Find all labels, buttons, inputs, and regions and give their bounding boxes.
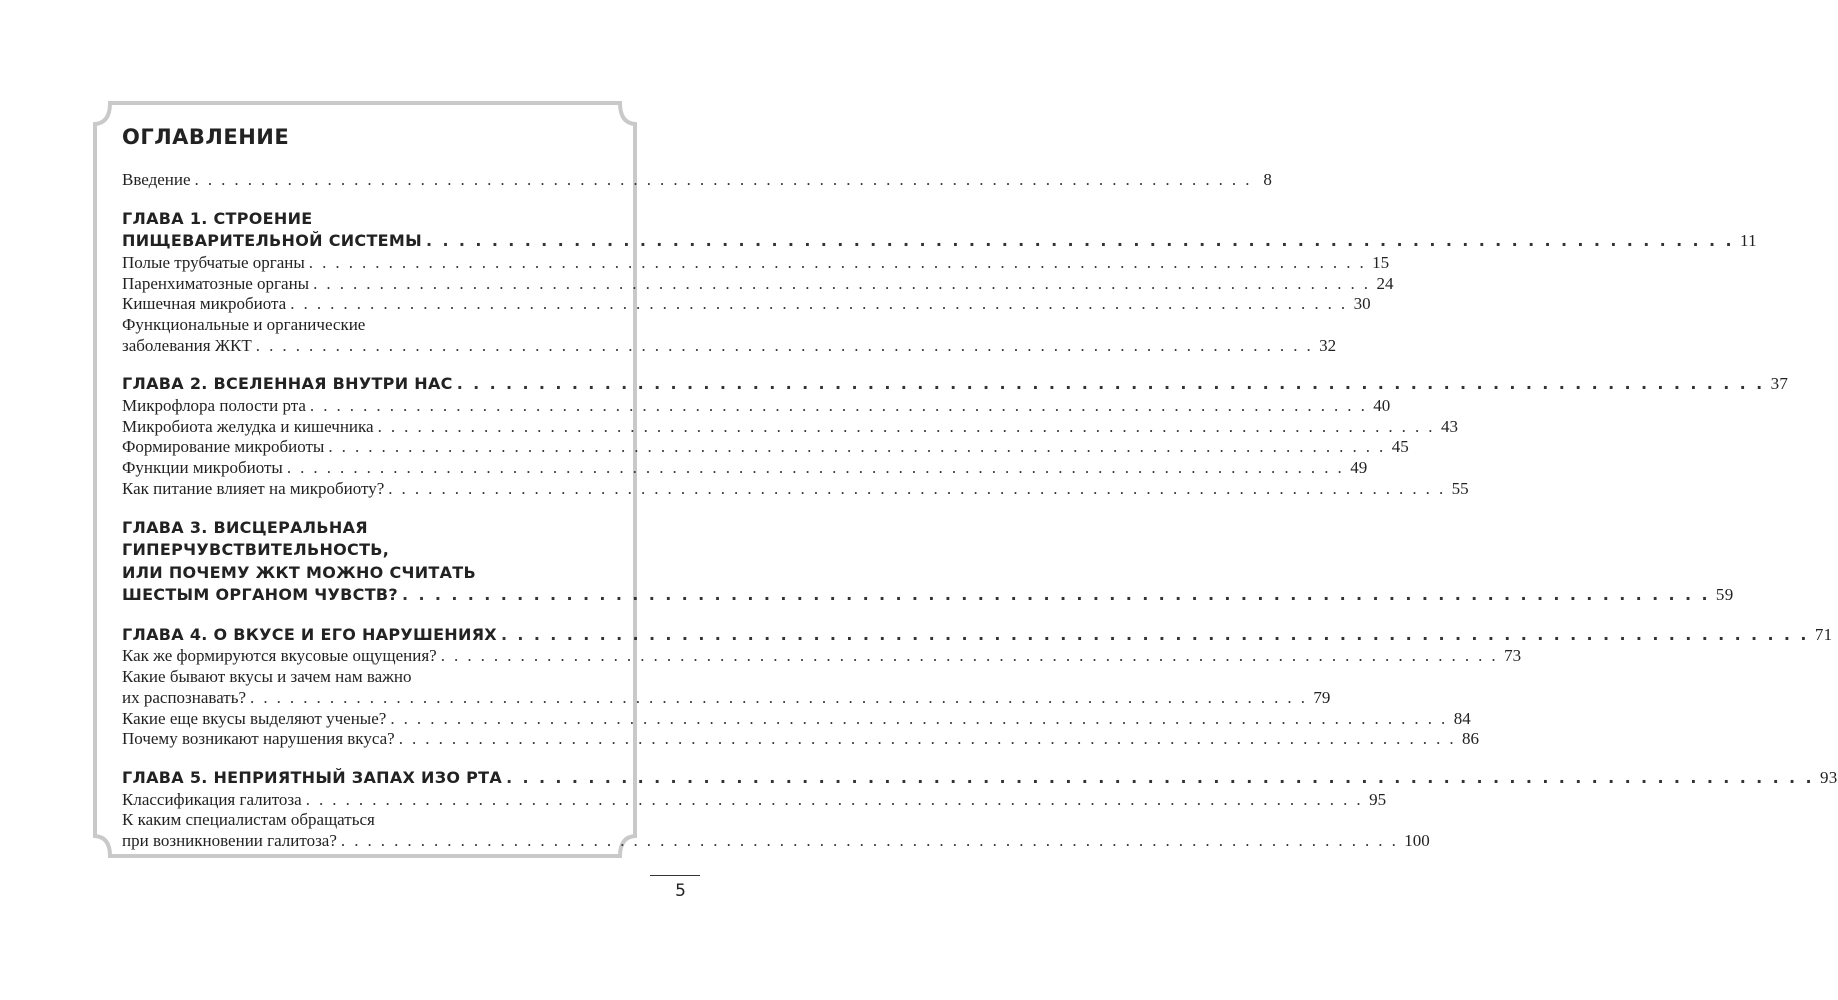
toc-entry-line-1[interactable]: Функциональные и органические <box>122 315 366 334</box>
toc-entry-page: 86 <box>1462 729 1480 749</box>
toc-entry-page: 95 <box>1369 789 1387 809</box>
dot-leader: . . . . . . . . . . . . . . . . . . . . . . . . . . . . . . . . . . . . . . . . . . . . . . . . . . . . . . . . . . . . . . . . . . . . . . . . . . . . . . . . <box>426 231 1734 251</box>
toc-entry-page: 93 <box>1819 768 1838 787</box>
toc-entry-label: Какие еще вкусы выделяют ученые? <box>122 708 387 728</box>
toc-entry-page: 45 <box>1391 437 1409 457</box>
toc-entry[interactable] <box>122 294 1371 315</box>
toc-entry[interactable] <box>122 335 1337 357</box>
chapter-3-heading-line-2[interactable]: ГИПЕРЧУВСТВИТЕЛЬНОСТЬ, <box>122 540 390 560</box>
chapter-5-heading[interactable] <box>122 767 1838 790</box>
toc-entry[interactable] <box>122 273 1394 295</box>
dot-leader: . . . . . . . . . . . . . . . . . . . . . . . . . . . . . . . . . . . . . . . . . . . . . . . . . . . . . . . . . . . . . . . . . . . . . . . . . . . . . . . . <box>194 170 1252 189</box>
toc-entry-page: 49 <box>1350 458 1368 478</box>
toc-entry-label: Микробиота желудка и кишечника <box>122 416 374 436</box>
toc-entry-page: 100 <box>1404 831 1430 850</box>
toc-entry-page: 15 <box>1372 252 1390 272</box>
toc-entry-label: Формирование микробиоты <box>122 437 325 457</box>
toc-title: ОГЛАВЛЕНИЕ <box>122 125 290 149</box>
dot-leader: . . . . . . . . . . . . . . . . . . . . . . . . . . . . . . . . . . . . . . . . . . . . . . . . . . . . . . . . . . . . . . . . . . . . . . . . . . . . . . . . <box>286 458 1345 478</box>
toc-entry-page: 59 <box>1715 585 1734 605</box>
toc-entry[interactable] <box>122 646 1522 667</box>
toc-entry[interactable] <box>122 789 1387 811</box>
toc-entry-page: 24 <box>1376 273 1394 293</box>
toc-entry-line-1[interactable]: Какие бывают вкусы и зачем нам важно <box>122 667 412 687</box>
dot-leader: . . . . . . . . . . . . . . . . . . . . . . . . . . . . . . . . . . . . . . . . . . . . . . . . . . . . . . . . . . . . . . . . . . . . . . . . . . . . . . . . <box>402 585 1710 605</box>
toc-entry-page: 43 <box>1440 416 1458 436</box>
dot-leader: . . . . . . . . . . . . . . . . . . . . . . . . . . . . . . . . . . . . . . . . . . . . . . . . . . . . . . . . . . . . . . . . . . . . . . . . . . . . . . . . <box>440 646 1499 666</box>
toc-entry-line-1[interactable]: К каким специалистам обращаться <box>122 810 375 830</box>
toc-entry-label: Почему возникают нарушения вкуса? <box>122 729 395 749</box>
toc-entry-label: ШЕСТЫМ ОРГАНОМ ЧУВСТВ? <box>122 585 399 605</box>
page-number-rule <box>650 875 700 876</box>
dot-leader: . . . . . . . . . . . . . . . . . . . . . . . . . . . . . . . . . . . . . . . . . . . . . . . . . . . . . . . . . . . . . . . . . . . . . . . . . . . . . . . . <box>309 396 1368 415</box>
toc-entry-label: Полые трубчатые органы <box>122 252 305 272</box>
dot-leader: . . . . . . . . . . . . . . . . . . . . . . . . . . . . . . . . . . . . . . . . . . . . . . . . . . . . . . . . . . . . . . . . . . . . . . . . . . . . . . . . <box>377 416 1435 436</box>
dot-leader: . . . . . . . . . . . . . . . . . . . . . . . . . . . . . . . . . . . . . . . . . . . . . . . . . . . . . . . . . . . . . . . . . . . . . . . . . . . . . . . . <box>308 252 1367 272</box>
chapter-1-heading-line-1[interactable]: ГЛАВА 1. СТРОЕНИЕ <box>122 208 313 228</box>
chapter-3-heading[interactable] <box>122 584 1734 607</box>
toc-entry-page: 84 <box>1453 708 1471 728</box>
toc-entry-label: ГЛАВА 5. НЕПРИЯТНЫЙ ЗАПАХ ИЗО РТА <box>122 768 503 787</box>
toc-entry-page: 73 <box>1504 646 1522 666</box>
toc-entry[interactable] <box>122 396 1391 417</box>
toc-entry[interactable] <box>122 478 1469 500</box>
toc-entry-intro[interactable] <box>122 170 1272 191</box>
toc-entry-page: 55 <box>1451 478 1469 498</box>
toc-entry[interactable] <box>122 458 1368 479</box>
page-number: 5 <box>675 881 686 901</box>
toc-entry-label: их распознавать? <box>122 687 247 707</box>
toc-entry-page: 79 <box>1313 687 1331 707</box>
dot-leader: . . . . . . . . . . . . . . . . . . . . . . . . . . . . . . . . . . . . . . . . . . . . . . . . . . . . . . . . . . . . . . . . . . . . . . . . . . . . . . . . <box>255 335 1314 355</box>
dot-leader: . . . . . . . . . . . . . . . . . . . . . . . . . . . . . . . . . . . . . . . . . . . . . . . . . . . . . . . . . . . . . . . . . . . . . . . . . . . . . . . . <box>456 374 1765 394</box>
chapter-2-heading[interactable] <box>122 373 1789 396</box>
toc-entry[interactable] <box>122 708 1471 730</box>
toc-entry-label: ПИЩЕВАРИТЕЛЬНОЙ СИСТЕМЫ <box>122 231 423 251</box>
toc-entry[interactable] <box>122 831 1430 852</box>
toc-entry-page: 37 <box>1770 374 1789 394</box>
dot-leader: . . . . . . . . . . . . . . . . . . . . . . . . . . . . . . . . . . . . . . . . . . . . . . . . . . . . . . . . . . . . . . . . . . . . . . . . . . . . . . . . <box>250 687 1308 707</box>
chapter-4-heading[interactable] <box>122 624 1833 647</box>
toc-entry[interactable] <box>122 687 1331 709</box>
dot-leader: . . . . . . . . . . . . . . . . . . . . . . . . . . . . . . . . . . . . . . . . . . . . . . . . . . . . . . . . . . . . . . . . . . . . . . . . . . . . . . . . <box>500 624 1809 644</box>
dot-leader: . . . . . . . . . . . . . . . . . . . . . . . . . . . . . . . . . . . . . . . . . . . . . . . . . . . . . . . . . . . . . . . . . . . . . . . . . . . . . . . . <box>388 478 1446 498</box>
toc-entry-label: Как питание влияет на микробиоту? <box>122 478 385 498</box>
dot-leader: . . . . . . . . . . . . . . . . . . . . . . . . . . . . . . . . . . . . . . . . . . . . . . . . . . . . . . . . . . . . . . . . . . . . . . . . . . . . . . . . <box>305 789 1364 809</box>
dot-leader: . . . . . . . . . . . . . . . . . . . . . . . . . . . . . . . . . . . . . . . . . . . . . . . . . . . . . . . . . . . . . . . . . . . . . . . . . . . . . . . . <box>290 294 1348 314</box>
toc-entry[interactable] <box>122 252 1390 274</box>
toc-entry-label: Функции микробиоты <box>122 458 283 478</box>
toc-entry-page: 8 <box>1263 170 1272 189</box>
dot-leader: . . . . . . . . . . . . . . . . . . . . . . . . . . . . . . . . . . . . . . . . . . . . . . . . . . . . . . . . . . . . . . . . . . . . . . . . . . . . . . . . <box>506 768 1814 787</box>
toc-entry-page: 32 <box>1319 335 1337 355</box>
toc-entry-label: Введение <box>122 170 191 189</box>
toc-entry-label: ГЛАВА 2. ВСЕЛЕННАЯ ВНУТРИ НАС <box>122 374 453 394</box>
toc-entry-label: Микрофлора полости рта <box>122 396 306 415</box>
dot-leader: . . . . . . . . . . . . . . . . . . . . . . . . . . . . . . . . . . . . . . . . . . . . . . . . . . . . . . . . . . . . . . . . . . . . . . . . . . . . . . . . <box>328 437 1386 457</box>
toc-entry-label: Кишечная микробиота <box>122 294 287 314</box>
chapter-3-heading-line-3[interactable]: ИЛИ ПОЧЕМУ ЖКТ МОЖНО СЧИТАТЬ <box>122 562 477 582</box>
toc-entry[interactable] <box>122 416 1458 438</box>
chapter-3-heading-line-1[interactable]: ГЛАВА 3. ВИСЦЕРАЛЬНАЯ <box>122 517 368 537</box>
toc-entry-page: 40 <box>1373 396 1391 415</box>
toc-entry-label: заболевания ЖКТ <box>122 335 252 355</box>
toc-entry-label: Классификация галитоза <box>122 789 302 809</box>
dot-leader: . . . . . . . . . . . . . . . . . . . . . . . . . . . . . . . . . . . . . . . . . . . . . . . . . . . . . . . . . . . . . . . . . . . . . . . . . . . . . . . . <box>398 729 1457 749</box>
dot-leader: . . . . . . . . . . . . . . . . . . . . . . . . . . . . . . . . . . . . . . . . . . . . . . . . . . . . . . . . . . . . . . . . . . . . . . . . . . . . . . . . <box>390 708 1448 728</box>
toc-entry[interactable] <box>122 729 1480 750</box>
toc-entry-label: при возникновении галитоза? <box>122 831 337 850</box>
toc-entry-label: Как же формируются вкусовые ощущения? <box>122 646 437 666</box>
toc-entry-label: Паренхиматозные органы <box>122 273 310 293</box>
chapter-1-heading[interactable] <box>122 230 1757 253</box>
toc-entry-page: 71 <box>1814 624 1833 644</box>
table-of-contents <box>122 122 1838 852</box>
dot-leader: . . . . . . . . . . . . . . . . . . . . . . . . . . . . . . . . . . . . . . . . . . . . . . . . . . . . . . . . . . . . . . . . . . . . . . . . . . . . . . . . <box>313 273 1371 293</box>
toc-entry-page: 30 <box>1353 294 1371 314</box>
dot-leader: . . . . . . . . . . . . . . . . . . . . . . . . . . . . . . . . . . . . . . . . . . . . . . . . . . . . . . . . . . . . . . . . . . . . . . . . . . . . . . . . <box>340 831 1399 850</box>
toc-entry-label: ГЛАВА 4. О ВКУСЕ И ЕГО НАРУШЕНИЯХ <box>122 624 497 644</box>
toc-entry-page: 11 <box>1739 231 1757 251</box>
toc-entry[interactable] <box>122 437 1409 458</box>
